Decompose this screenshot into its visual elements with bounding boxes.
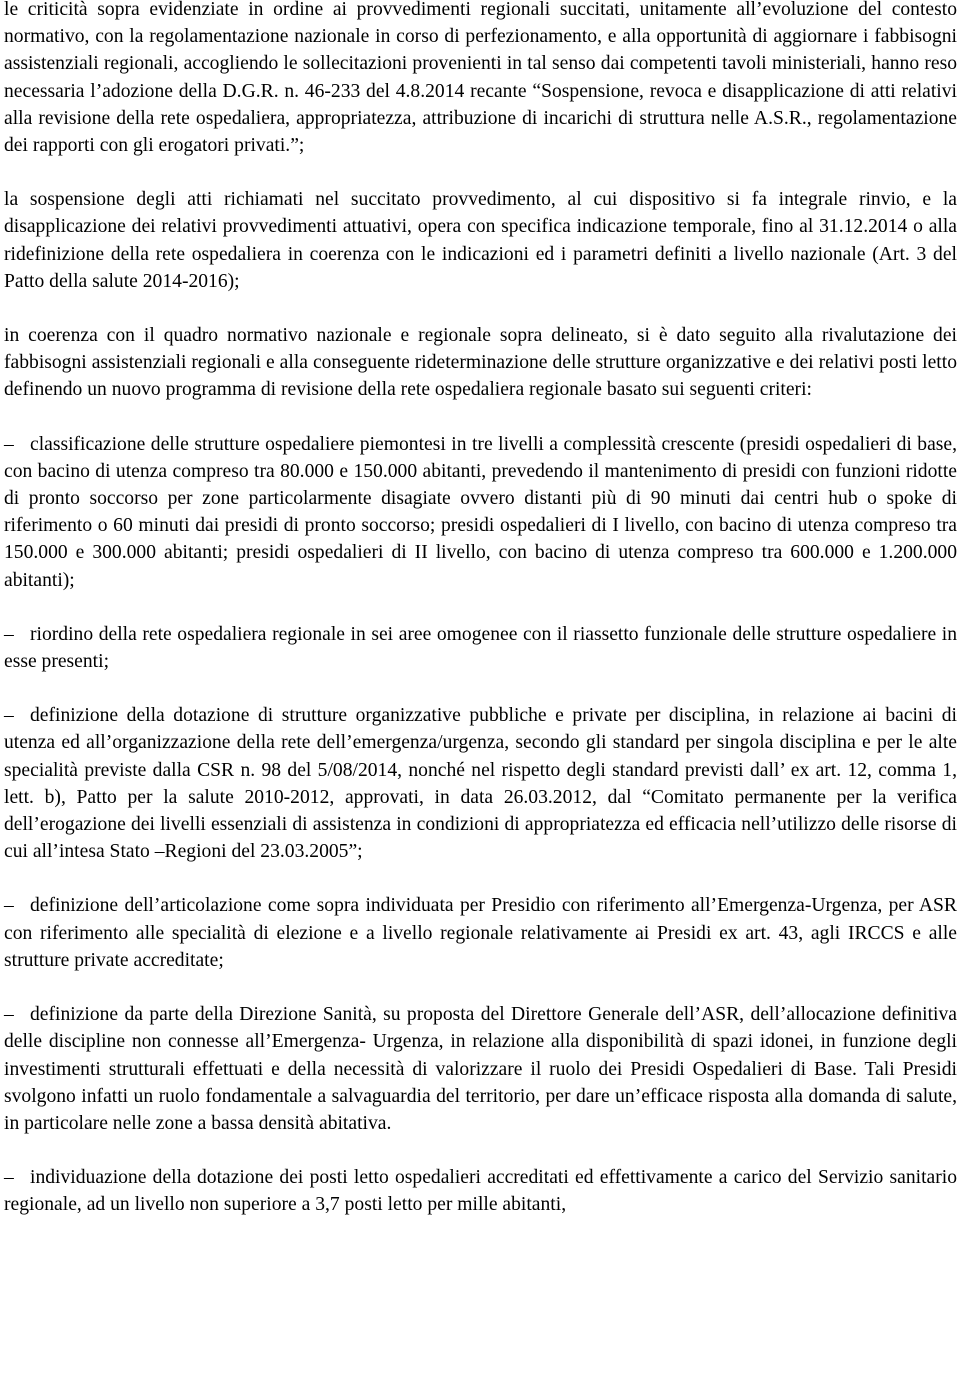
list-item-text: definizione da parte della Direzione Sanità, su proposta del Direttore Generale dell’ASR, dell’allocazione definitiva delle discipline non connesse all’Emergenza- Urgenza, in relazione alla disponibilità di spazi idonei, in funzione degli investimenti strutturali effettuati e della necessità di valorizzare il ruolo dei Presidi Ospedalieri di Base. Tali Presidi svolgono infatti un ruolo fondamentale a salvaguardia del territorio, per dare un’efficace risposta alla domanda di salute, in particolare nelle zone a bassa densità abitativa. <box>4 1004 957 1134</box>
list-item <box>4 431 957 594</box>
paragraph-dgr-adoption: le criticità sopra evidenziate in ordine ai provvedimenti regionali succitati, unitamente all’evoluzione del contesto normativo, con la regolamentazione nazionale in corso di perfezionamento, e alla opportunità di aggiornare i fabbisogni assistenziali regionali, accogliendo le sollecitazioni provenienti in tal senso dai competenti tavoli ministeriali, hanno reso necessaria l’adozione della D.G.R. n. 46-233 del 4.8.2014 recante “Sospensione, revoca e disapplicazione di atti relativi alla revisione della rete ospedaliera, appropriatezza, attribuzione di incarichi di struttura nelle A.S.R., regolamentazione dei rapporti con gli erogatori privati.”; <box>4 0 957 157</box>
list-item-text: classificazione delle strutture ospedaliere piemontesi in tre livelli a complessità crescente (presidi ospedalieri di base, con bacino di utenza compreso tra 80.000 e 150.000 abitanti, prevedendo il mantenimento di presidi con funzioni ridotte di pronto soccorso per zone particolarmente disagiate ovvero distanti più di 90 minuti dai centri hub o spoke di riferimento o 60 minuti dai presidi di pronto soccorso; presidi ospedalieri di I livello, con bacino di utenza compreso tra 150.000 e 300.000 abitanti; presidi ospedalieri di II livello, con bacino di utenza compreso tra 600.000 e 1.200.000 abitanti); <box>4 433 957 591</box>
list-item-text: definizione dell’articolazione come sopra individuata per Presidio con riferimento all’Emergenza-Urgenza, per ASR con riferimento alle specialità di elezione e a livello regionale relativamente ai Presidi ex art. 43, agli IRCCS e alle strutture private accreditate; <box>4 895 957 971</box>
paragraph-gap <box>4 404 957 431</box>
list-item <box>4 621 957 675</box>
paragraph-gap <box>4 1137 957 1164</box>
dash-bullet: – <box>4 705 14 727</box>
paragraph-criteria-intro: in coerenza con il quadro normativo nazionale e regionale sopra delineato, si è dato seguito alla rivalutazione dei fabbisogni assistenziali regionali e alla conseguente rideterminazione delle strutture organizzative e dei relativi posti letto definendo un nuovo programma di revisione della rete ospedaliera regionale basato sui seguenti criteri: <box>4 325 957 401</box>
paragraph-gap <box>4 865 957 892</box>
dash-bullet: – <box>4 895 14 917</box>
paragraph-gap <box>4 675 957 702</box>
paragraph-gap <box>4 295 957 322</box>
paragraph-gap <box>4 594 957 621</box>
list-item-text: riordino della rete ospedaliera regionale in sei aree omogenee con il riassetto funzionale delle strutture ospedaliere in esse presenti; <box>4 623 957 673</box>
list-item <box>4 702 957 865</box>
dash-bullet: – <box>4 623 14 645</box>
list-item-text: individuazione della dotazione dei posti letto ospedalieri accreditati ed effettivamente a carico del Servizio sanitario regionale, ad un livello non superiore a 3,7 posti letto per mille abitanti, <box>4 1167 957 1216</box>
list-item-text: definizione della dotazione di strutture organizzative pubbliche e private per disciplina, in relazione ai bacini di utenza ed all’organizzazione della rete dell’emergenza/urgenza, secondo gli standard per singola disciplina e per le alte specialità previste dalla CSR n. 98 del 5/08/2014, nonché nel rispetto degli standard previsti dall’ ex art. 12, comma 1, lett. b), Patto per la salute 2010-2012, approvati, in data 26.03.2012, dal “Comitato permanente per la verifica dell’erogazione dei livelli essenziali di assistenza in condizioni di appropriatezza ed efficacia nell’utilizzo delle risorse di cui all’intesa Stato –Regioni del 23.03.2005”; <box>4 705 957 863</box>
dash-bullet: – <box>4 1004 14 1026</box>
paragraph-gap <box>4 974 957 1001</box>
list-item <box>4 1164 957 1218</box>
paragraph-suspension: la sospensione degli atti richiamati nel succitato provvedimento, al cui dispositivo si fa integrale rinvio, e la disapplicazione dei relativi provvedimenti attuativi, opera con specifica indicazione temporale, fino al 31.12.2014 o alla ridefinizione della rete ospedaliera in coerenza con le indicazioni ed i parametri definiti a livello nazionale (Art. 3 del Patto della salute 2014-2016); <box>4 189 957 292</box>
paragraph-gap <box>4 159 957 186</box>
list-item <box>4 1001 957 1137</box>
dash-bullet: – <box>4 1167 14 1189</box>
dash-bullet: – <box>4 433 14 455</box>
list-item <box>4 892 957 974</box>
